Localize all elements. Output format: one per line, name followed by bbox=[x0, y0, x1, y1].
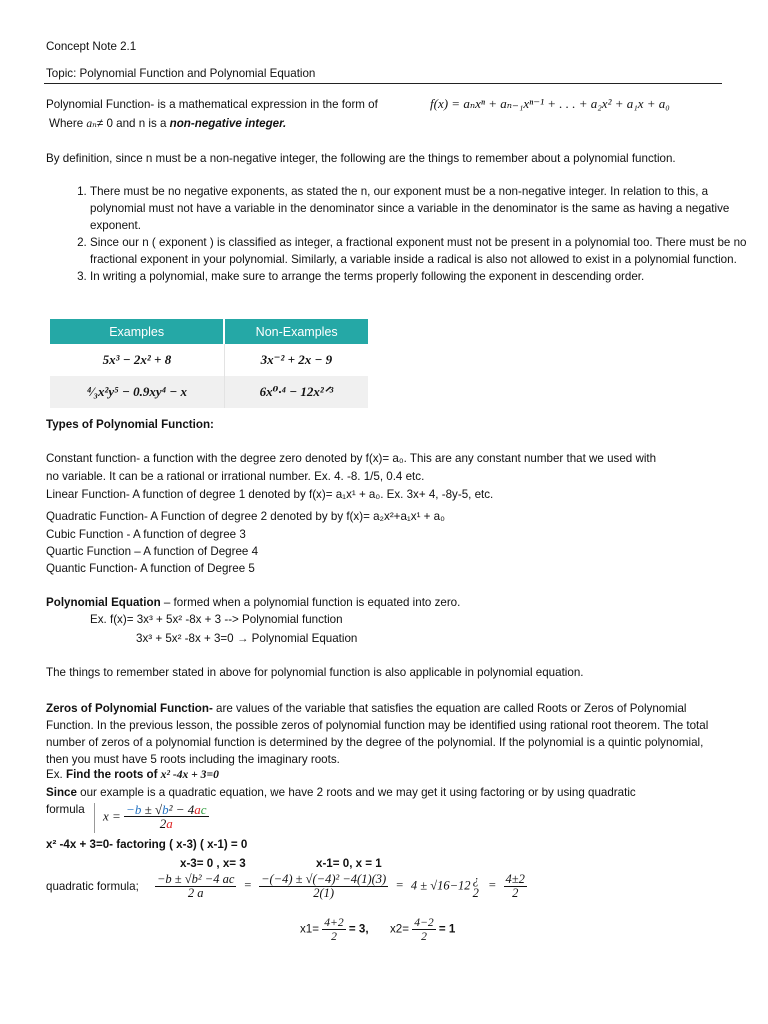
equation-note: The things to remember stated in above for polynomial function is also applicable in polynomial equation. bbox=[46, 666, 584, 679]
topic-heading: Topic: Polynomial Function and Polynomial Equation bbox=[46, 67, 316, 80]
polynomial-formula: f(x) = aₙxⁿ + aₙ₋₁xⁿ⁻¹ + . . . + a₂x² + a₁x + a₀ bbox=[430, 96, 670, 111]
header-divider bbox=[44, 83, 722, 84]
zeros-paragraph: Zeros of Polynomial Function- are values of the variable that satisfies the equation are called Roots or Zeros of Polynomial Function. In the previous lesson, the possible zeros of polynomial function may be identified using rational root theorem. The total number of zeros of a polynomial function is determined by the degree of the polynomial. If the polynomial is a quintic polynomial, then you must have 5 roots including the imaginary roots. bbox=[46, 702, 709, 766]
rule-item: 3. In writing a polynomial, make sure to arrange the terms properly following the exponent in descending order. bbox=[90, 268, 766, 285]
by-definition-paragraph: By definition, since n must be a non-negative integer, the following are the things to remember about a polynomial function. bbox=[46, 152, 676, 165]
root-b: x-1= 0, x = 1 bbox=[316, 857, 382, 870]
quantic-function: Quantic Function- A function of Degree 5 bbox=[46, 562, 255, 575]
examples-table bbox=[50, 319, 368, 408]
rule-item: 1. There must be no negative exponents, as stated the n, our exponent must be a non-negative integer. In relation to this, a polynomial must not have a variable in the denominator since a variable in the denominator is the same as having a negative exponent. bbox=[90, 183, 766, 234]
table-cell: 3x⁻² + 2x − 9 bbox=[224, 344, 368, 376]
quartic-function: Quartic Function – A function of Degree 4 bbox=[46, 545, 259, 558]
rule-item: 2. Since our n ( exponent ) is classified as integer, a fractional exponent must not be present in a polynomial too. There must be no fractional exponent in your polynomial. Similarly, a variable inside a radical is also not allowed to exist in a polynomial function. bbox=[90, 234, 766, 268]
table-cell: 6x⁰·⁴ − 12x²ᐟ³ bbox=[224, 376, 368, 408]
formula-label: formula bbox=[46, 803, 85, 816]
types-heading: Types of Polynomial Function: bbox=[46, 418, 214, 431]
quadratic-formula-label: quadratic formula; bbox=[46, 880, 139, 893]
quadratic-formula-working: $\frac{\text{−b ± √b² −4 ac}}{2 a}$ = $\frac{\text{−(−4) ± √(−4)² −4(1)(3)}}{2(1)}$ = 4 ± √16−12 ¿ 2 = $\frac{4\pm 2}{2}$ bbox=[157, 872, 525, 900]
table-row bbox=[50, 376, 368, 408]
definition-line: Polynomial Function- is a mathematical expression in the form of bbox=[46, 98, 378, 111]
table-header-examples: Examples bbox=[50, 319, 224, 344]
table-header-non-examples: Non-Examples bbox=[224, 319, 368, 344]
cubic-function: Cubic Function - A function of degree 3 bbox=[46, 528, 246, 541]
polynomial-equation-heading: Polynomial Equation – formed when a polynomial function is equated into zero. bbox=[46, 596, 461, 609]
where-line: Where aₙ≠ 0 and n is a non-negative integer. bbox=[49, 117, 287, 130]
equation-example-2: 3x³ + 5x² -8x + 3=0 → Polynomial Equation bbox=[136, 632, 358, 645]
concept-note-label: Concept Note 2.1 bbox=[46, 40, 137, 53]
quadratic-function: Quadratic Function- A Function of degree 2 denoted by by f(x)= a₂x²+a₁x¹ + a₀ bbox=[46, 510, 445, 523]
since-line: Since our example is a quadratic equation, we have 2 roots and we may get it using factoring or by using quadratic bbox=[46, 786, 636, 799]
x2-result: x2= $\frac{4-2}{2}$ = 1 bbox=[390, 916, 456, 943]
table-cell: 5x³ − 2x² + 8 bbox=[50, 344, 224, 376]
equation-example-1: Ex. f(x)= 3x³ + 5x² -8x + 3 --> Polynomial function bbox=[90, 613, 343, 626]
quadratic-formula-display: x = $\frac{\text{−b ± √b² − 4ac}}{2a}$ bbox=[94, 803, 209, 833]
table-row bbox=[50, 344, 368, 376]
rules-list bbox=[46, 183, 766, 285]
factoring-line: x² -4x + 3=0- factoring ( x-3) ( x-1) = 0 bbox=[46, 838, 248, 851]
constant-function-line1: Constant function- a function with the degree zero denoted by f(x)= a₀. This are any constant number that we used with bbox=[46, 452, 657, 465]
x1-result: x1= $\frac{4+2}{2}$ = 3, bbox=[300, 916, 369, 943]
zeros-example: Ex. Find the roots of x² -4x + 3=0 bbox=[46, 768, 219, 781]
table-cell: ⁴⁄₃x²y⁵ − 0.9xy⁴ − x bbox=[50, 376, 224, 408]
linear-function: Linear Function- A function of degree 1 denoted by f(x)= a₁x¹ + a₀. Ex. 3x+ 4, -8y-5, etc. bbox=[46, 488, 494, 501]
constant-function-line2: no variable. It can be a rational or irrational number. Ex. 4. -8. 1/5, 0.4 etc. bbox=[46, 470, 425, 483]
root-a: x-3= 0 , x= 3 bbox=[180, 857, 246, 870]
